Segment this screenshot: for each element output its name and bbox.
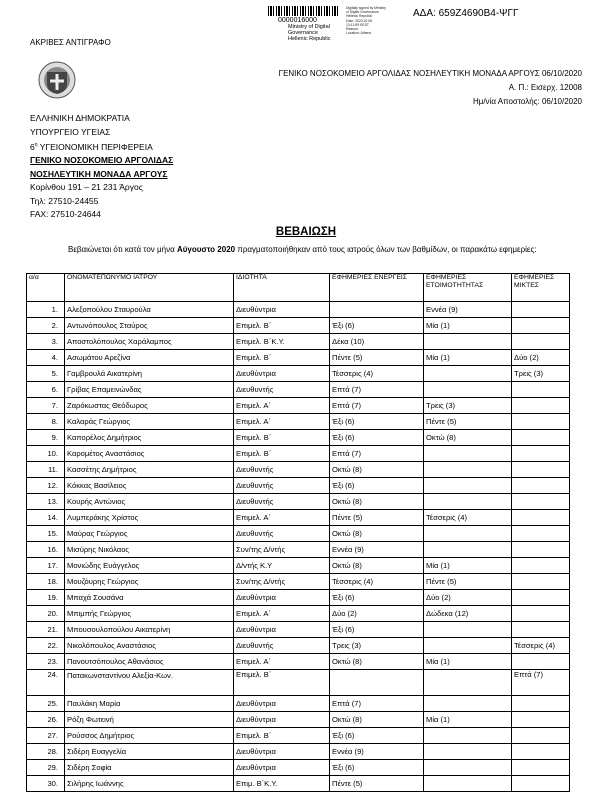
mixed-shifts [512,478,570,494]
standby-shifts: Δώδεκα (12) [424,606,512,622]
accurate-copy-label: ΑΚΡΙΒΕΣ ΑΝΤΙΓΡΑΦΟ [30,38,111,47]
row-number: 11. [27,462,65,478]
table-row [27,462,570,478]
standby-shifts: Μία (1) [424,558,512,574]
mixed-shifts: Δύο (2) [512,350,570,366]
mixed-shifts [512,574,570,590]
table-row [27,574,570,590]
mixed-shifts [512,382,570,398]
col-header-name: ΟΝΟΜΑΤΕΠΩΝΥΜΟ ΙΑΤΡΟΥ [65,274,234,302]
doctor-title: Συν/της Δ/ντής [234,574,330,590]
mixed-shifts [512,712,570,728]
active-shifts: Πέντε (5) [330,510,424,526]
doctor-name: Γρίβας Επαμεινώνδας [65,382,234,398]
col-header-active: ΕΦΗΜΕΡΙΕΣ ΕΝΕΡΓΕΙΣ [330,274,424,302]
standby-shifts [424,334,512,350]
standby-shifts [424,366,512,382]
active-shifts: Δύο (2) [330,606,424,622]
table-row [27,526,570,542]
doctor-title: Επιμελ. Α΄ [234,510,330,526]
table-row [27,696,570,712]
standby-shifts: Πέντε (5) [424,414,512,430]
mixed-shifts: Τρεις (3) [512,366,570,382]
active-shifts: Δέκα (10) [330,334,424,350]
doctor-name: Κασσέτης Δημήτριος [65,462,234,478]
doctor-name: Μπιμπής Γεώργιος [65,606,234,622]
table-row [27,654,570,670]
active-shifts: Οκτώ (8) [330,712,424,728]
active-shifts: Επτά (7) [330,398,424,414]
active-shifts: Έξι (6) [330,622,424,638]
doctor-title: Διευθυντής [234,382,330,398]
doctor-name: Μαύρας Γεώργιος [65,526,234,542]
table-row [27,776,570,792]
doctor-name: Σιδέρη Σοφία [65,760,234,776]
mixed-shifts [512,542,570,558]
greek-coat-of-arms-icon [37,60,77,100]
table-row [27,414,570,430]
row-number: 16. [27,542,65,558]
row-number: 17. [27,558,65,574]
doctor-name: Μουζόυρης Γεώργιος [65,574,234,590]
doctor-title: Επιμελ. Α΄ [234,654,330,670]
mixed-shifts [512,302,570,318]
doctor-title: Διευθύντρια [234,696,330,712]
doctor-title: Διευθύντρια [234,744,330,760]
active-shifts: Οκτώ (8) [330,462,424,478]
table-row [27,558,570,574]
doctor-name: Καλαράς Γεώργιος [65,414,234,430]
document-title: ΒΕΒΑΙΩΣΗ [275,226,337,238]
active-shifts: Έξι (6) [330,590,424,606]
row-number: 19. [27,590,65,606]
row-number: 28. [27,744,65,760]
row-number: 7. [27,398,65,414]
table-row [27,478,570,494]
col-header-mixed: ΕΦΗΜΕΡΙΕΣ ΜΙΚΤΕΣ [512,274,570,302]
table-row [27,638,570,654]
active-shifts: Έξι (6) [330,478,424,494]
row-number: 27. [27,728,65,744]
ada-code: ΑΔΑ: 659Ζ4690Β4-ΨΓΓ [413,8,519,19]
mixed-shifts [512,414,570,430]
row-number: 1. [27,302,65,318]
doctor-name: Πατακωνσταντίνου Αλεξία-Κων. [65,670,234,696]
standby-shifts [424,670,512,696]
col-header-standby: ΕΦΗΜΕΡΙΕΣ ΕΤΟΙΜΟΤΗΤΗΤΑΣ [424,274,512,302]
table-row [27,398,570,414]
row-number: 30. [27,776,65,792]
col-header-number: α/α [27,274,65,302]
doctor-title: Διευθύντρια [234,302,330,318]
standby-shifts: Μία (1) [424,654,512,670]
table-row [27,590,570,606]
standby-shifts [424,478,512,494]
doctor-name: Λυμπεράκης Χρίστος [65,510,234,526]
mixed-shifts [512,398,570,414]
row-number: 8. [27,414,65,430]
table-row [27,430,570,446]
standby-shifts: Οκτώ (8) [424,430,512,446]
row-number: 14. [27,510,65,526]
active-shifts: Τρεις (3) [330,638,424,654]
table-row [27,510,570,526]
barcode [268,6,338,16]
table-row [27,446,570,462]
doctor-name: Γαμβρουλά Αικατερίνη [65,366,234,382]
doctor-name: Ασωμάτου Αρεζίνα [65,350,234,366]
doctor-title: Επιμελ. Α΄ [234,606,330,622]
active-shifts: Επτά (7) [330,446,424,462]
digital-governance-label: Ministry of Digital Governance Hellenic Republic [288,24,331,42]
mixed-shifts [512,494,570,510]
table-row [27,728,570,744]
mixed-shifts [512,760,570,776]
active-shifts: Οκτώ (8) [330,654,424,670]
mixed-shifts [512,558,570,574]
active-shifts: Οκτώ (8) [330,558,424,574]
active-shifts: Έξι (6) [330,414,424,430]
active-shifts: Έξι (6) [330,728,424,744]
sender-address: ΕΛΛΗΝΙΚΗ ΔΗΜΟΚΡΑΤΙΑ ΥΠΟΥΡΓΕΙΟ ΥΓΕΙΑΣ $6^\eta$ ΥΓΕΙΟΝΟΜΙΚΗ ΠΕΡΙΦΕΡΕΙΑ ΓΕΝΙΚΟ ΝΟΣΟΚΟΜΕΙΟ ΑΡΓΟΛΙΔΑΣ ΝΟΣΗΛΕΥΤΙΚΗ ΜΟΝΑΔΑ ΑΡΓΟΥΣ Κορίνθου 191 – 21 231 Άργος Τηλ: 27510-24455 FAX: 27510-24644 [30,113,174,220]
standby-shifts [424,542,512,558]
row-number: 2. [27,318,65,334]
active-shifts: Οκτώ (8) [330,526,424,542]
doctor-title: Διευθύντρια [234,590,330,606]
standby-shifts: Πέντε (5) [424,574,512,590]
row-number: 15. [27,526,65,542]
doctor-name: Ρόζη Φωτεινή [65,712,234,728]
row-number: 3. [27,334,65,350]
mixed-shifts [512,606,570,622]
mixed-shifts [512,462,570,478]
table-row [27,382,570,398]
doctor-title: Διευθύντρια [234,712,330,728]
doctor-name: Κουρής Αντώνιος [65,494,234,510]
doctor-name: Μπουσουλοπούλου Αικατερίνη [65,622,234,638]
standby-shifts [424,776,512,792]
doctor-name: Σιδέρη Ευαγγελία [65,744,234,760]
doctor-title: Διευθυντής [234,526,330,542]
digital-signature-block: Digitally signed by Ministry of Digital Governance, Hellenic Republic Date: 2020.10.06 13:12:59 EEST Reason: Location: Athens [346,6,386,36]
row-number: 25. [27,696,65,712]
standby-shifts: Δύο (2) [424,590,512,606]
doctor-name: Νικολόπουλος Αναστάσιος [65,638,234,654]
mixed-shifts [512,622,570,638]
row-number: 6. [27,382,65,398]
standby-shifts: Εννέα (9) [424,302,512,318]
mixed-shifts [512,430,570,446]
doctor-title: Επιμελ. Α΄ [234,398,330,414]
table-row [27,350,570,366]
standby-shifts: Μία (1) [424,350,512,366]
row-number: 29. [27,760,65,776]
active-shifts: Οκτώ (8) [330,494,424,510]
standby-shifts [424,638,512,654]
mixed-shifts [512,776,570,792]
doctor-title: Επιμελ. Β΄ [234,446,330,462]
doctor-title: Επιμελ. Β΄ [234,318,330,334]
health-region: $6^\eta$ ΥΓΕΙΟΝΟΜΙΚΗ ΠΕΡΙΦΕΡΕΙΑ [30,141,153,152]
doctor-title: Διευθυντής [234,638,330,654]
active-shifts: Έξι (6) [330,430,424,446]
mixed-shifts [512,446,570,462]
mixed-shifts [512,318,570,334]
doctor-title: Διευθυντής [234,478,330,494]
doctor-title: Επιμελ. Α΄ [234,414,330,430]
mixed-shifts [512,728,570,744]
doctor-title: Διευθύντρια [234,622,330,638]
doctor-name: Σιλήρης Ιωάννης [65,776,234,792]
row-number: 13. [27,494,65,510]
active-shifts: Τέσσερις (4) [330,366,424,382]
doctor-name: Καρομέτος Αναστάσιος [65,446,234,462]
doctor-name: Μπαχά Σουσάνα [65,590,234,606]
mixed-shifts [512,334,570,350]
doctor-title: Επιμ. Β΄Κ.Υ. [234,776,330,792]
doctor-name: Πανουτσόπουλος Αθανάσιος [65,654,234,670]
table-row [27,670,570,696]
doctor-name: Ζαρόκωστας Θεόδωρος [65,398,234,414]
col-header-title: ΙΔΙΟΤΗΤΑ [234,274,330,302]
doctor-title: Συν/της Δ/ντής [234,542,330,558]
table-row [27,622,570,638]
row-number: 26. [27,712,65,728]
mixed-shifts: Επτά (7) [512,670,570,696]
row-number: 21. [27,622,65,638]
doctor-title: Επιμελ. Β΄ [234,670,330,696]
table-row [27,494,570,510]
active-shifts: Επτά (7) [330,382,424,398]
mixed-shifts [512,590,570,606]
doctor-title: Δ/ντής Κ.Υ [234,558,330,574]
standby-shifts [424,494,512,510]
standby-shifts: Μία (1) [424,318,512,334]
standby-shifts [424,446,512,462]
row-number: 12. [27,478,65,494]
doctor-name: Κόκκας Βασίλειος [65,478,234,494]
standby-shifts [424,760,512,776]
active-shifts: Πέντε (5) [330,350,424,366]
table-row [27,606,570,622]
doctor-title: Επιμελ. Β΄ [234,350,330,366]
doctor-name: Παυλάκη Μαρία [65,696,234,712]
doctor-name: Μονιώδης Ευάγγελος [65,558,234,574]
active-shifts: Πέντε (5) [330,776,424,792]
active-shifts: Εννέα (9) [330,542,424,558]
row-number: 24. [27,670,65,696]
table-row [27,302,570,318]
doctor-name: Αλεξοπούλου Σταυρούλα [65,302,234,318]
doctor-name: Καπορέλος Δημήτριος [65,430,234,446]
mixed-shifts [512,696,570,712]
doctor-name: Αντωνόπουλος Σταύρος [65,318,234,334]
standby-shifts [424,526,512,542]
doctor-title: Επιμελ. Β΄ [234,728,330,744]
table-row [27,366,570,382]
active-shifts: Επτά (7) [330,696,424,712]
standby-shifts [424,462,512,478]
standby-shifts: Τρεις (3) [424,398,512,414]
doctor-name: Μισύρης Νικόλαος [65,542,234,558]
active-shifts [330,670,424,696]
doctor-title: Διευθυντής [234,494,330,510]
doctor-title: Επιμελ. Β΄Κ.Υ. [234,334,330,350]
row-number: 23. [27,654,65,670]
mixed-shifts [512,510,570,526]
mixed-shifts [512,526,570,542]
standby-shifts [424,382,512,398]
doctor-title: Διευθυντής [234,462,330,478]
standby-shifts: Τέσσερις (4) [424,510,512,526]
table-row [27,760,570,776]
table-row [27,744,570,760]
table-row [27,712,570,728]
table-row [27,318,570,334]
doctor-name: Ρούσσος Δημήτριος [65,728,234,744]
doctor-title: Διευθύντρια [234,760,330,776]
active-shifts: Τέσσερις (4) [330,574,424,590]
intro-paragraph: Βεβαιώνεται ότι κατά τον μήνα Αύγουστο 2020 πραγματοποιήθηκαν από τους ιατρούς όλων των βαθμίδων, οι παρακάτω εφημερίες: [68,245,537,254]
doctor-name: Αποστολόπουλος Χαράλαμπος [65,334,234,350]
row-number: 5. [27,366,65,382]
standby-shifts [424,744,512,760]
row-number: 22. [27,638,65,654]
protocol-number: Α. Π.: Εισερχ. 12008 [508,83,582,92]
row-number: 9. [27,430,65,446]
row-number: 4. [27,350,65,366]
table-row [27,542,570,558]
row-number: 10. [27,446,65,462]
row-number: 20. [27,606,65,622]
row-number: 18. [27,574,65,590]
standby-shifts [424,696,512,712]
doctor-title: Διευθύντρια [234,366,330,382]
standby-shifts [424,728,512,744]
doctor-title: Επιμελ. Β΄ [234,430,330,446]
mixed-shifts [512,654,570,670]
active-shifts: Έξι (6) [330,318,424,334]
hospital-protocol-line: ΓΕΝΙΚΟ ΝΟΣΟΚΟΜΕΙΟ ΑΡΓΟΛΙΔΑΣ ΝΟΣΗΛΕΥΤΙΚΗ ΜΟΝΑΔΑ ΑΡΓΟΥΣ 06/10/2020 [278,69,582,78]
standby-shifts: Μία (1) [424,712,512,728]
active-shifts: Έξι (6) [330,760,424,776]
mixed-shifts [512,744,570,760]
standby-shifts [424,622,512,638]
table-row [27,334,570,350]
duty-shifts-table [26,273,570,792]
mixed-shifts: Τέσσερις (4) [512,638,570,654]
active-shifts: Εννέα (9) [330,744,424,760]
send-date: Ημ/νία Αποστολής: 06/10/2020 [472,97,582,106]
active-shifts [330,302,424,318]
barcode-number: 0000016000 [278,17,317,24]
